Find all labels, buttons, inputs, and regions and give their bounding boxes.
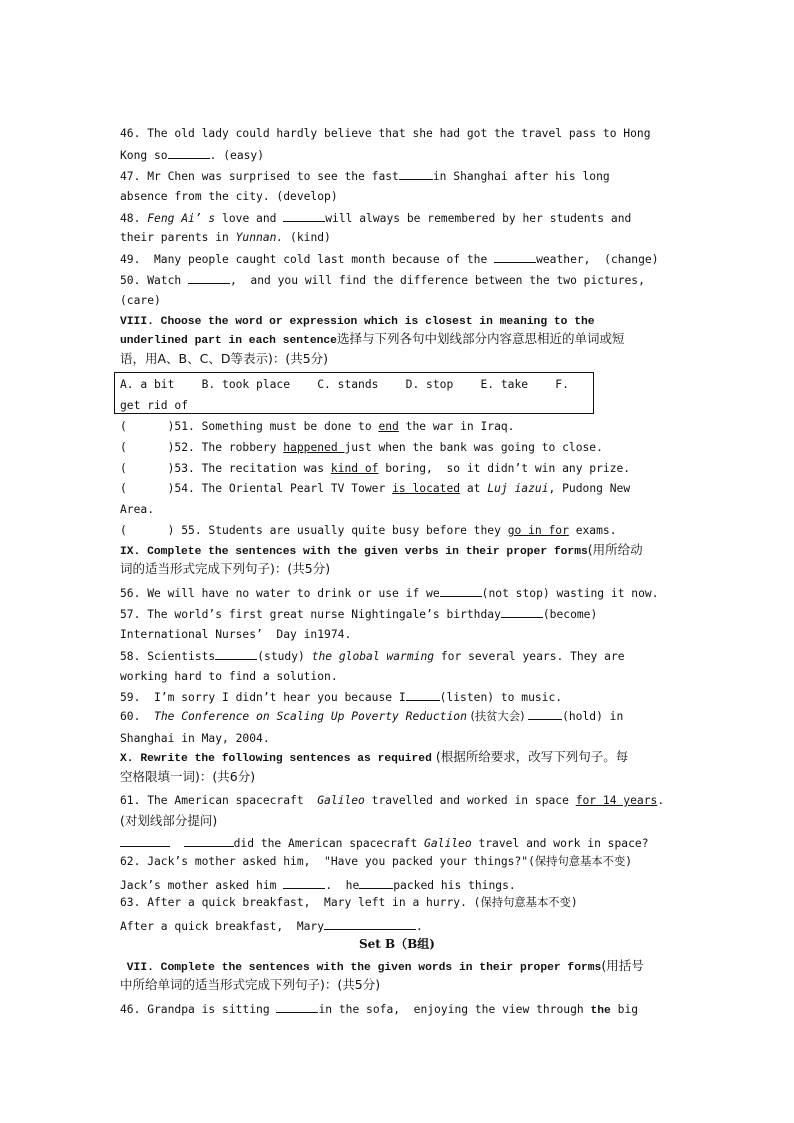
q54-line2: Area. bbox=[120, 503, 155, 516]
q54-line: ( )54. The Oriental Pearl TV Tower is located at Luj iazui, Pudong New bbox=[120, 482, 631, 495]
q47-line1: 47. Mr Chen was surprised to see the fast in Shanghai after his long bbox=[120, 170, 610, 183]
q46-line1: 46. The old lady could hardly believe that she had got the travel pass to Hong bbox=[120, 127, 651, 140]
answer-blank[interactable] bbox=[188, 273, 230, 284]
answer-blank[interactable] bbox=[440, 586, 482, 597]
answer-blank[interactable] bbox=[324, 919, 416, 930]
section-ix-heading-2: 词的适当形式完成下列句子)：(共5分) bbox=[120, 561, 331, 576]
answer-blank[interactable] bbox=[494, 252, 536, 263]
q48-line1: 48. Feng Ai’ s love and will always be remembered by her students and bbox=[120, 212, 632, 225]
section-x-heading: X. Rewrite the following sentences as required (根据所给要求，改写下列句子。每 bbox=[120, 749, 629, 765]
answer-blank[interactable] bbox=[215, 649, 257, 660]
answer-blank[interactable] bbox=[276, 1002, 318, 1013]
word-box-line1: A. a bit B. took place C. stands D. stop E. take F. bbox=[120, 378, 569, 391]
q58-line2: working hard to find a solution. bbox=[120, 670, 338, 683]
answer-blank[interactable] bbox=[283, 211, 325, 222]
q47-line2: absence from the city. (develop) bbox=[120, 190, 338, 203]
word-box-line2: get rid of bbox=[120, 399, 189, 412]
q60-line: 60. The Conference on Scaling Up Poverty Reduction (扶贫大会) (hold) in bbox=[120, 710, 624, 723]
q48-line2: their parents in Yunnan. (kind) bbox=[120, 231, 331, 244]
q59-line: 59. I’m sorry I didn’t hear you because I (listen) to music. bbox=[120, 691, 563, 704]
section-viii-heading-2: underlined part in each sentence选择与下列各句中划线部分内容意思相近的单词或短 bbox=[120, 331, 625, 347]
q57-line2: International Nurses’ Day in1974. bbox=[120, 628, 352, 641]
q62-answer-line: Jack’s mother asked him . he packed his things. bbox=[120, 879, 516, 892]
q55-line: ( ) 55. Students are usually quite busy before they go in for exams. bbox=[120, 524, 617, 537]
q46-line2: Kong so . (easy) bbox=[120, 149, 265, 162]
answer-blank[interactable] bbox=[406, 690, 440, 701]
q61-answer-line: did the American spacecraft Galileo travel and work in space? bbox=[120, 836, 649, 851]
answer-blank[interactable] bbox=[120, 836, 170, 847]
q62-line: 62. Jack’s mother asked him, "Have you packed your things?"(保持句意基本不变) bbox=[120, 855, 633, 868]
section-viii-heading-3: 语，用A、B、C、D等表示)：(共5分) bbox=[120, 351, 329, 366]
answer-blank[interactable] bbox=[184, 836, 234, 847]
q60-line2: Shanghai in May, 2004. bbox=[120, 732, 270, 745]
q58-line: 58. Scientists (study) the global warming for several years. They are bbox=[120, 650, 625, 663]
answer-blank[interactable] bbox=[168, 148, 210, 159]
set-b-vii-heading: VII. Complete the sentences with the given words in their proper forms(用括号 bbox=[120, 958, 644, 974]
q56-line: 56. We will have no water to drink or use if we (not stop) wasting it now. bbox=[120, 587, 659, 600]
q63-line: 63. After a quick breakfast, Mary left in a hurry. (保持句意基本不变) bbox=[120, 896, 578, 909]
q53-line: ( )53. The recitation was kind of boring, so it didn’t win any prize. bbox=[120, 462, 631, 475]
section-ix-heading: IX. Complete the sentences with the given verbs in their proper forms(用所给动 bbox=[120, 542, 643, 558]
q57-line: 57. The world’s first great nurse Nightingale’s birthday (become) bbox=[120, 608, 598, 621]
answer-blank[interactable] bbox=[359, 878, 393, 889]
set-b-q46-line: 46. Grandpa is sitting in the sofa, enjoying the view through the big bbox=[120, 1003, 639, 1017]
q61-line: 61. The American spacecraft Galileo travelled and worked in space for 14 years. bbox=[120, 794, 665, 807]
q50-line2: (care) bbox=[120, 294, 161, 307]
set-b-vii-heading-2: 中所给单词的适当形式完成下列句子)：(共5分) bbox=[120, 977, 381, 992]
q63-answer-line: After a quick breakfast, Mary . bbox=[120, 920, 423, 933]
q61-instruction: (对划线部分提问) bbox=[120, 813, 218, 828]
answer-blank[interactable] bbox=[283, 878, 325, 889]
answer-blank[interactable] bbox=[399, 169, 433, 180]
section-x-heading-2: 空格限填一词)：(共6分) bbox=[120, 769, 256, 784]
q52-line: ( )52. The robbery happened just when the bank was going to close. bbox=[120, 441, 603, 454]
q51-line: ( )51. Something must be done to end the war in Iraq. bbox=[120, 420, 515, 433]
q50-line1: 50. Watch , and you will find the difference between the two pictures, bbox=[120, 274, 645, 287]
q49-line: 49. Many people caught cold last month because of the weather, (change) bbox=[120, 253, 659, 266]
set-b-title: Set B（B组) bbox=[359, 937, 435, 951]
answer-blank[interactable] bbox=[528, 709, 562, 720]
section-viii-heading: VIII. Choose the word or expression which is closest in meaning to the bbox=[120, 316, 595, 328]
answer-blank[interactable] bbox=[501, 607, 543, 618]
